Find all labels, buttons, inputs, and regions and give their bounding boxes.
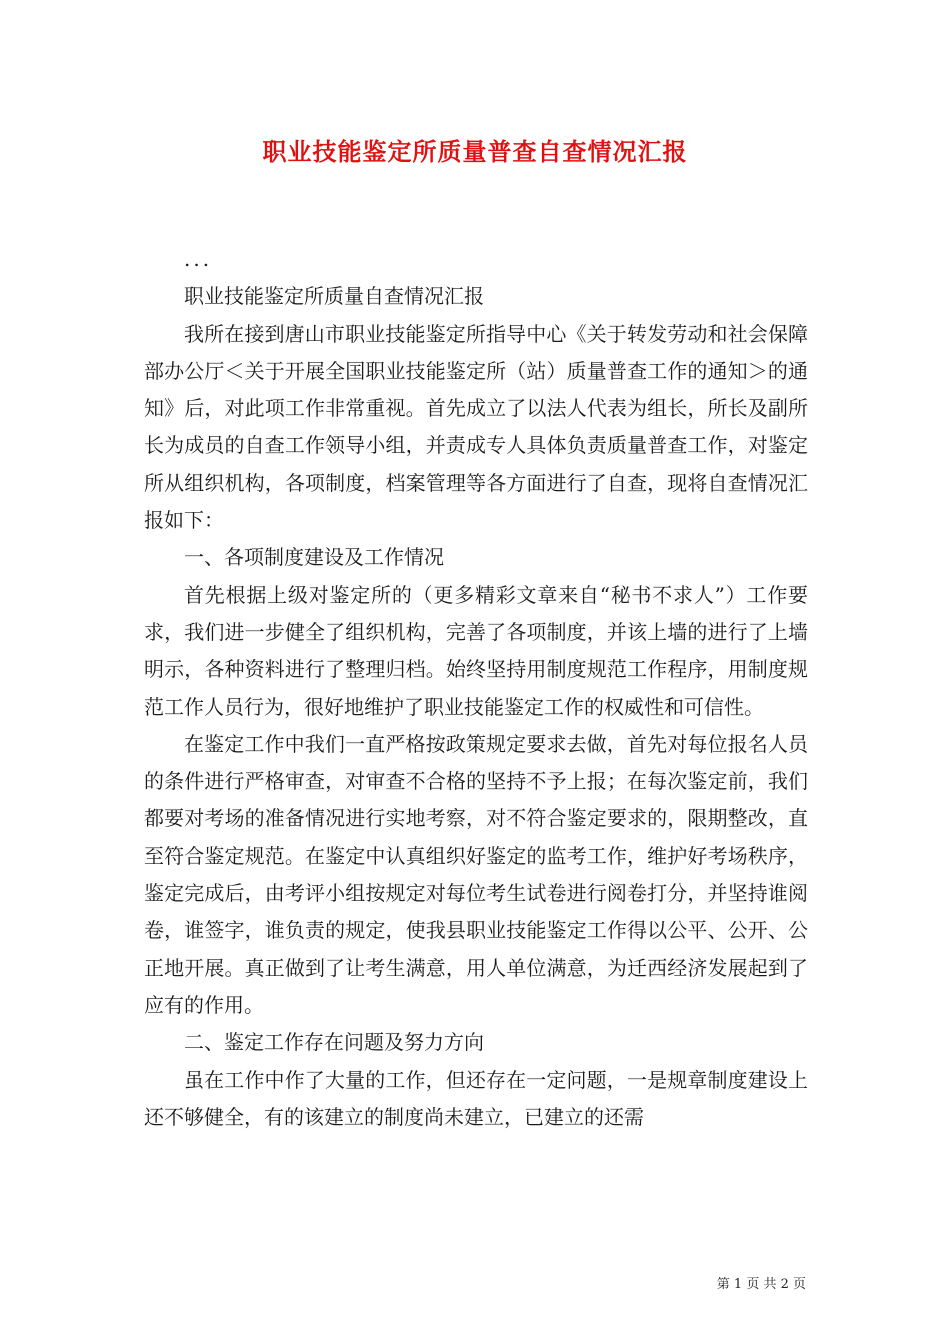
section-1-paragraph-1: 首先根据上级对鉴定所的（更多精彩文章来自“秘书不求人”）工作要求，我们进一步健全了组织机构，完善了各项制度，并该上墙的进行了上墙明示，各种资料进行了整理归档。始终坚持用制度规范工作程序，用制度规范工作人员行为，很好地维护了职业技能鉴定工作的权威性和可信性。 xyxy=(144,582,808,719)
document-title: 职业技能鉴定所质量普查自查情况汇报 xyxy=(262,138,688,166)
section-2-paragraph-1: 虽在工作中作了大量的工作，但还存在一定问题，一是规章制度建设上还不够健全，有的该建立的制度尚未建立，已建立的还需 xyxy=(144,1067,808,1129)
document-body xyxy=(144,241,808,1136)
intro-paragraph: 我所在接到唐山市职业技能鉴定所指导中心《关于转发劳动和社会保障部办公厅＜关于开展全国职业技能鉴定所（站）质量普查工作的通知＞的通知》后，对此项工作非常重视。首先成立了以法人代表为组长，所长及副所长为成员的自查工作领导小组，并责成专人具体负责质量普查工作，对鉴定所从组织机构，各项制度，档案管理等各方面进行了自查，现将自查情况汇报如下： xyxy=(144,321,808,533)
page-number-footer: 第 1 页 共 2 页 xyxy=(716,1277,806,1292)
ellipsis-marker: ... xyxy=(184,247,213,271)
section-1-paragraph-2: 在鉴定工作中我们一直严格按政策规定要求去做，首先对每位报名人员的条件进行严格审查，对审查不合格的坚持不予上报；在每次鉴定前，我们都要对考场的准备情况进行实地考察，对不符合鉴定要求的，限期整改，直至符合鉴定规范。在鉴定中认真组织好鉴定的监考工作，维护好考场秩序，鉴定完成后，由考评小组按规定对每位考生试卷进行阅卷打分，并坚持谁阅卷，谁签字，谁负责的规定，使我县职业技能鉴定工作得以公平、公开、公正地开展。真正做到了让考生满意，用人单位满意，为迁西经济发展起到了应有的作用。 xyxy=(144,731,808,1017)
section-heading-1: 一、各项制度建设及工作情况 xyxy=(184,545,444,570)
section-heading-2: 二、鉴定工作存在问题及努力方向 xyxy=(184,1030,484,1055)
subtitle-paragraph: 职业技能鉴定所质量自查情况汇报 xyxy=(184,284,484,309)
